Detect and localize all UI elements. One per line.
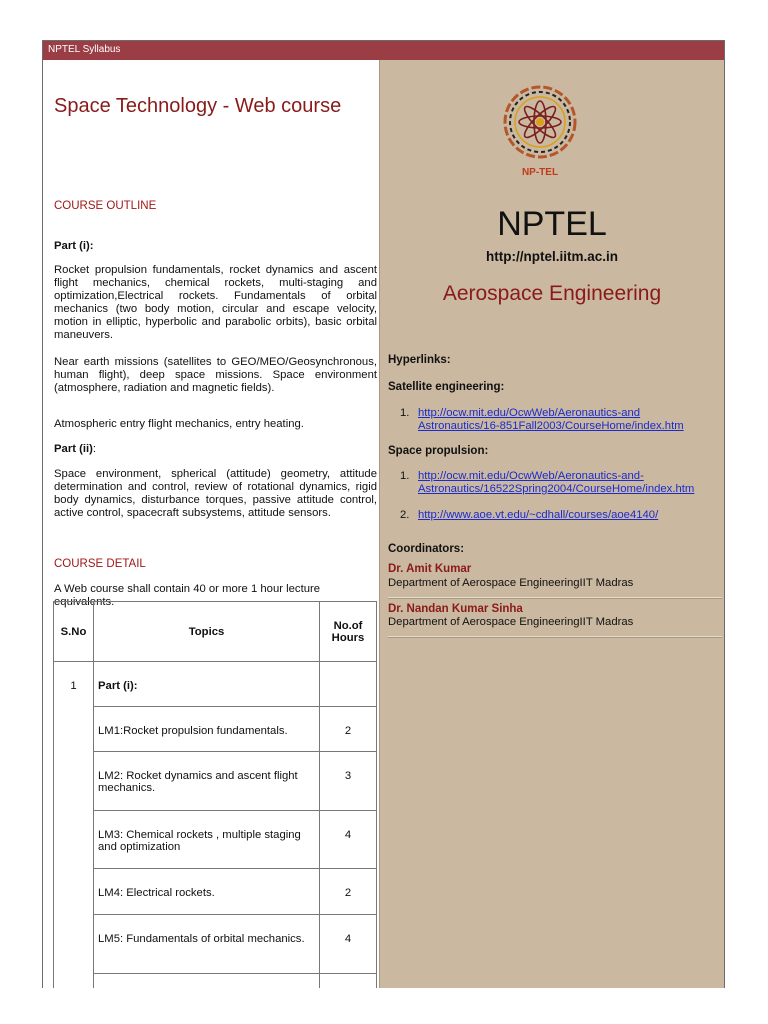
cell-topic: LM4: Electrical rockets. [94,869,320,915]
cell-topic: LM3: Chemical rockets , multiple staging and optimization [94,811,320,869]
part-2-label-row [54,443,377,456]
brand-name: NPTEL [497,205,607,243]
cell-hours [320,662,377,707]
cell-hours: 4 [320,811,377,869]
propulsion-link[interactable]: http://www.aoe.vt.edu/~cdhall/courses/aoe4140/ [418,509,659,521]
cell-hours: 3 [320,752,377,811]
coordinator-department: Department of Aerospace EngineeringIIT Madras [388,577,634,589]
coordinator-name: Dr. Nandan Kumar Sinha [388,603,523,615]
space-propulsion-label: Space propulsion: [388,445,489,457]
part-1-paragraph-1: Rocket propulsion fundamentals, rocket dynamics and ascent flight mechanics, chemical rockets, multi-staging and optimization,Electrical rockets. Fundamentals of orbital mechanics (two body motion, circular and escape velocity, motion in elliptic, hyperbolic and parabolic orbits), basic orbital maneuvers. [54,264,377,341]
part-2-colon: : [92,443,97,455]
top-bar [43,41,724,60]
header-topics: Topics [94,602,320,662]
course-title: Space Technology - Web course [54,95,342,117]
list-number: 1. [400,470,410,482]
part-1-label: Part (i): [54,240,94,252]
table-row [54,662,377,707]
cell-topic: LM5: Fundamentals of orbital mechanics. [94,915,320,974]
left-column [43,60,379,988]
part-1-paragraph-3: Atmospheric entry flight mechanics, entry heating. [54,418,304,430]
cell-hours: 4 [320,915,377,974]
satellite-link-item [400,407,720,433]
table-row [54,974,377,989]
syllabus-page [42,40,725,988]
logo-text: NP-TEL [521,167,559,178]
table-row [54,915,377,974]
satellite-link[interactable]: http://ocw.mit.edu/OcwWeb/Aeronautics-and Astronautics/16-851Fall2003/CourseHome/index.htm [418,407,684,432]
propulsion-link-item [400,509,720,522]
course-detail-text: A Web course shall contain 40 or more 1 hour lecture equivalents. [54,583,321,608]
course-outline-heading: COURSE OUTLINE [54,200,157,212]
table-row [54,811,377,869]
cell-sno: 1 [54,662,94,989]
coordinator-name: Dr. Amit Kumar [388,563,472,575]
propulsion-link[interactable]: http://ocw.mit.edu/OcwWeb/Aeronautics-and-Astronautics/16522Spring2004/CourseHome/index.htm [418,470,695,495]
right-column [379,60,724,988]
header-sno: S.No [54,602,94,662]
part-1-paragraph-2: Near earth missions (satellites to GEO/MEO/Geosynchronous, human flight), deep space missions. Space environment (atmosphere, radiation and magnetic fields). [54,356,377,394]
cell-hours [320,974,377,989]
department-title: Aerospace Engineering [442,282,662,305]
table-row [54,707,377,752]
coordinator-department: Department of Aerospace EngineeringIIT Madras [388,616,634,628]
cell-topic: Part (i): [94,662,320,707]
list-number: 2. [400,509,410,521]
cell-topic: LM2: Rocket dynamics and ascent flight mechanics. [94,752,320,811]
coordinators-label: Coordinators: [388,543,465,555]
topics-table [53,601,377,988]
top-bar-title: NPTEL Syllabus [48,44,121,55]
list-number: 1. [400,407,410,419]
divider [388,597,722,599]
part-2-label: Part (ii) [54,443,93,455]
nptel-logo [502,82,578,192]
hyperlinks-label: Hyperlinks: [388,354,451,366]
course-detail-heading: COURSE DETAIL [54,558,146,570]
satellite-engineering-label: Satellite engineering: [388,381,505,393]
cell-topic: LM1:Rocket propulsion fundamentals. [94,707,320,752]
table-row [54,752,377,811]
header-hours: No.of Hours [320,602,377,662]
table-row [54,869,377,915]
cell-hours: 2 [320,869,377,915]
cell-hours: 2 [320,707,377,752]
propulsion-link-item [400,470,725,496]
divider [388,636,722,638]
part-2-paragraph: Space environment, spherical (attitude) geometry, attitude determination and control, review of rotational dynamics, rigid body dynamics, disturbance torques, passive attitude control, active control, spacecraft subsystems, attitude sensors. [54,468,377,519]
site-url: http://nptel.iitm.ac.in [486,249,618,264]
table-header-row [54,602,377,662]
cell-topic [94,974,320,989]
